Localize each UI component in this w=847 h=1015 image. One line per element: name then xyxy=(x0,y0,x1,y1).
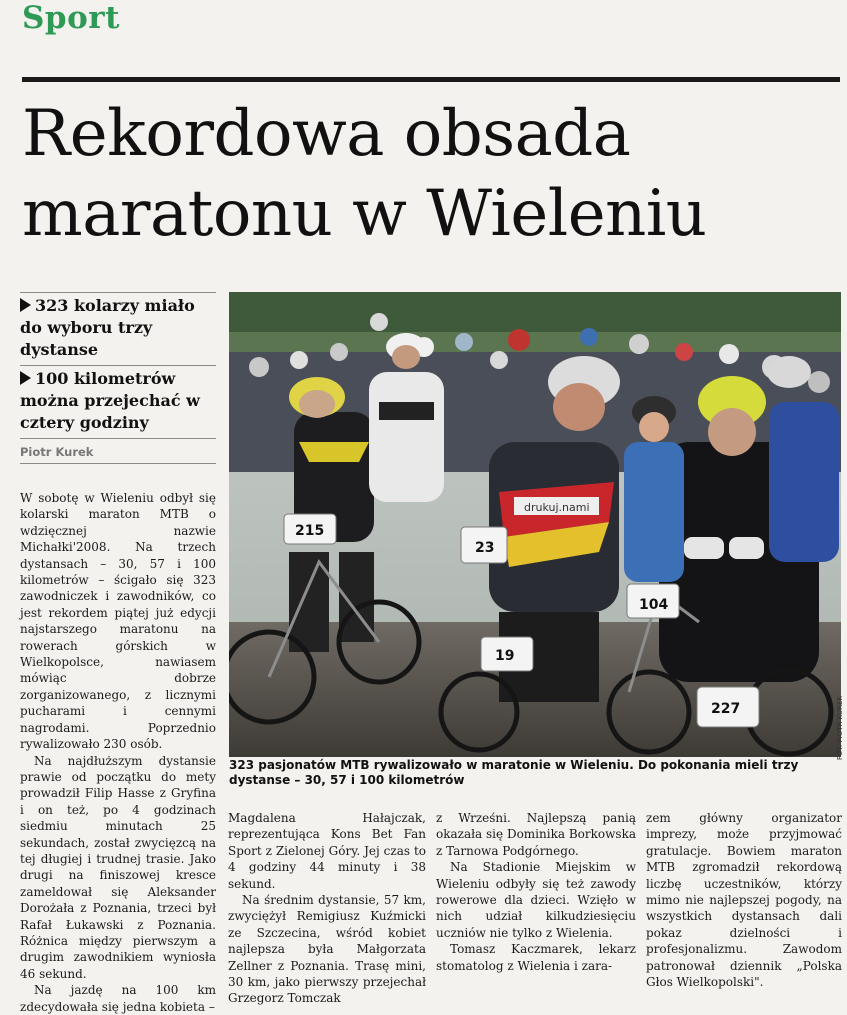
author-byline: Piotr Kurek xyxy=(20,439,216,464)
article-column-4 xyxy=(646,810,842,990)
paragraph: W sobotę w Wieleniu odbył się kolarski maraton MTB o wdzięcznej nazwie Michałki'2008. Na trzech dystansach – 30, 57 i 100 kilometrów – ścigało się 323 zawodniczek i zawodników, co jest rekordem piątej już edycji najstarszego maratonu na rowerach górskich w Wielkopolsce, nawiasem mówiąc dobrze zorganizowanego, z licznymi pucharami i cennymi nagrodami. Poprzednio rywalizowało 230 osób. xyxy=(20,491,216,752)
paragraph: z Wrześni. Najlepszą panią okazała się Dominika Borkowska z Tarnowa Podgórnego. xyxy=(436,811,636,858)
race-photo xyxy=(229,292,841,757)
plate-number: 23 xyxy=(475,540,495,556)
lead-item xyxy=(20,366,216,439)
paragraph: Magdalena Hałajczak, reprezentująca Kons Bet Fan Sport z Zielonej Góry. Jej czas to 4 godziny 44 minuty i 38 sekund. xyxy=(228,811,426,891)
article-column-1 xyxy=(20,490,216,1015)
lead-item xyxy=(20,293,216,366)
lead-text: 323 kolarzy miało do wyboru trzy dystanse xyxy=(20,296,195,359)
bullet-triangle-icon xyxy=(20,371,31,385)
bullet-triangle-icon xyxy=(20,298,31,312)
article-column-3 xyxy=(436,810,636,974)
section-label: Sport xyxy=(22,0,120,36)
lead-box xyxy=(20,292,216,464)
article-column-2 xyxy=(228,810,426,1007)
plate-number: 215 xyxy=(295,523,325,539)
header-rule xyxy=(22,77,840,82)
plate-number: 227 xyxy=(711,701,741,717)
plate-number: 19 xyxy=(495,648,515,664)
paragraph: Na Stadionie Miejskim w Wieleniu odbyły się też zawody rowerowe dla dzieci. Wzięło w nich udział kilkudziesięciu uczniów nie tylko z Wielenia. xyxy=(436,860,636,940)
paragraph: Na najdłuższym dystansie prawie od początku do mety prowadził Filip Hasse z Gryfina i on też, po 4 godzinach siedmiu minutach 25 sekundach, został zwycięzcą na tej długiej i trudnej trasie. Jako drugi na finiszowej kresce zameldował się Aleksander Dorożała z Poznania, trzeci był Rafał Łukawski z Poznania. Różnica między pierwszym a drugim zawodnikiem wyniosła 46 sekund. xyxy=(20,753,216,981)
paragraph: zem główny organizator imprezy, może przyjmować gratulacje. Bowiem maraton MTB zgromadził rekordową liczbę uczestników, którzy mimo nie najlepszej pogody, na wszystkich dystansach dali pokaz dzielności i profesjonalizmu. Zawodom patronował dziennik „Polska Głos Wielkopolski". xyxy=(646,811,842,990)
plate-number: 104 xyxy=(639,597,669,613)
paragraph: Na jazdę na 100 km zdecydowała się jedna kobieta – xyxy=(20,983,216,1014)
paragraph: Tomasz Kaczmarek, lekarz stomatolog z Wielenia i zara- xyxy=(436,942,636,973)
photo-caption: 323 pasjonatów MTB rywalizowało w maratonie w Wieleniu. Do pokonania mieli trzy dystanse – 30, 57 i 100 kilometrów xyxy=(229,758,799,787)
jersey-text: drukuj.nami xyxy=(524,501,590,514)
photo-credit: FOT. PIOTR KUREK xyxy=(836,696,844,760)
headline-line-2: maratonu w Wieleniu xyxy=(22,177,707,251)
paragraph: Na średnim dystansie, 57 km, zwyciężył Remigiusz Kuźmicki ze Szczecina, wśród kobiet najlepsza była Małgorzata Zellner z Poznania. Trasę mini, 30 km, jako pierwszy przejechał Grzegorz Tomczak xyxy=(228,893,426,1006)
lead-text: 100 kilometrów można przejechać w cztery godziny xyxy=(20,369,200,432)
headline xyxy=(22,94,842,254)
headline-line-1: Rekordowa obsada xyxy=(22,97,631,171)
